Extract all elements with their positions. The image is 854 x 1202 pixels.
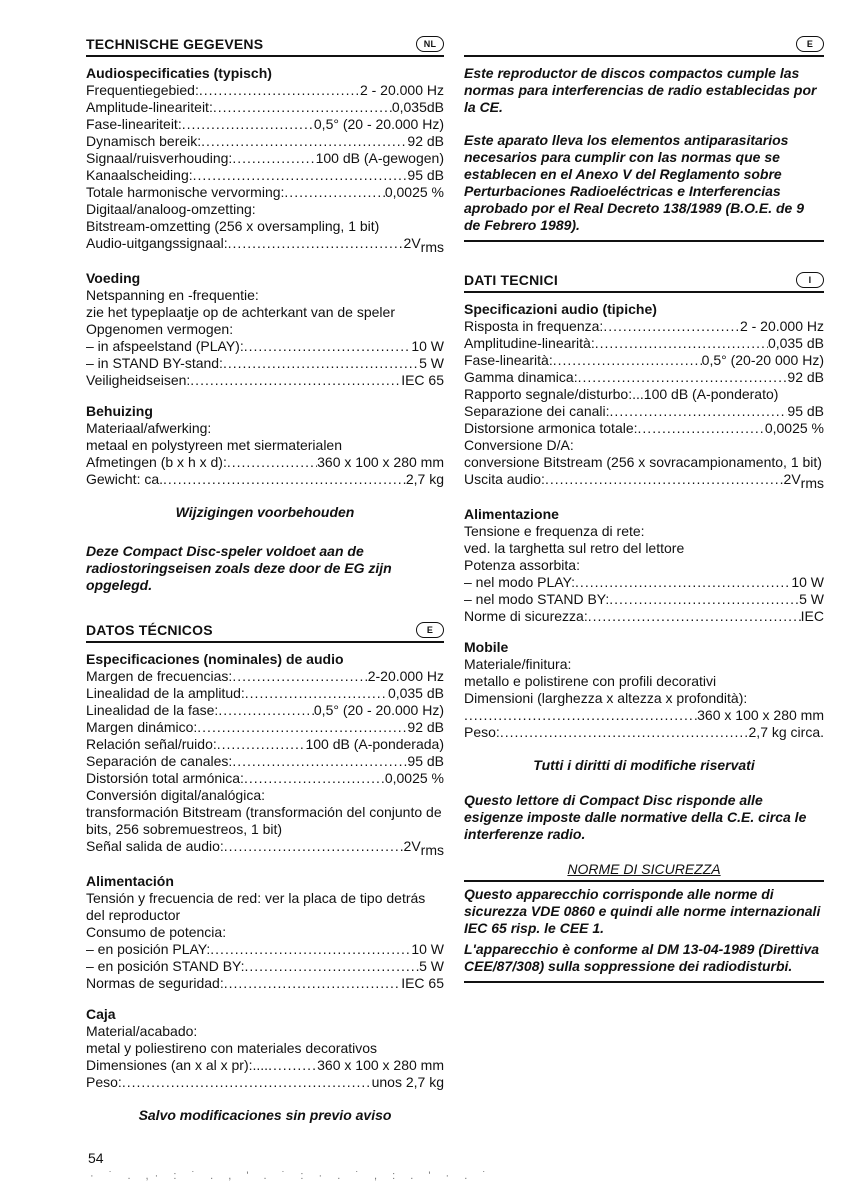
spec-value: 360 x 100 x 280 mm [697,707,824,723]
spec-row [86,116,444,133]
spec-label: Norme di sicurezza: [464,608,588,624]
spec-label: Signaal/ruisverhouding: [86,150,233,166]
spec-value: 100 dB (A-ponderada) [305,736,444,752]
spec-row [86,338,444,355]
scan-noise: · ˙ . ,· : ˙ . , ' . ˙ : · . ˙ , : . ' · . ˙ [90,1170,493,1182]
nl-output-row [86,235,444,256]
spec-value: 0,035 dB [387,685,444,701]
spec-value: 5 W [419,355,444,371]
output-value: 2V [403,838,421,854]
it-housing-heading: Mobile [464,639,509,655]
it-dac-value: conversione Bitstream (256 x sovracampionamento, 1 bit) [464,454,822,470]
spec-label: – nel modo PLAY: [464,574,576,590]
spec-label: Gewicht: ca. [86,471,164,487]
it-audio-heading: Specificazioni audio (tipiche) [464,301,657,317]
it-safety-text-1: Questo apparecchio corrisponde alle norme di sicurezza VDE 0860 e quindi alle norme internazionali IEC 65 risp. le CEE 1. [464,886,821,936]
it-section-header [464,272,824,293]
spec-label: Peso: [464,724,500,740]
it-housing-line: Dimensioni (larghezza x altezza x profondità): [464,690,748,706]
spec-row [86,454,444,471]
es-dac-value: transformación Bitstream (transformación del conjunto de bits, 256 sobremuestreos, 1 bit) [86,804,442,837]
spec-label: Normas de seguridad: [86,975,224,991]
spec-label: – en posición STAND BY: [86,958,245,974]
nl-audio-heading: Audiospecificaties (typisch) [86,65,272,81]
spec-label: Linealidad de la fase: [86,702,219,718]
spec-value: 360 x 100 x 280 mm [317,1057,444,1073]
spec-row [86,975,444,992]
spec-row [86,372,444,389]
es-output-row [86,838,444,859]
spec-label: Amplitudine-linearità: [464,335,595,351]
spec-label: Relación señal/ruido: [86,736,217,752]
right-column [464,36,824,983]
nl-audio-list [86,82,444,201]
output-value: 2V [783,471,801,487]
nl-title: TECHNISCHE GEGEVENS [86,36,264,52]
spec-label: Amplitude-lineariteit: [86,99,213,115]
spec-row [86,685,444,702]
spec-label: – in STAND BY-stand: [86,355,223,371]
spec-row [86,736,444,753]
spec-row [464,352,824,369]
spec-row [86,471,444,488]
spec-row [464,403,824,420]
it-power-line: ved. la targhetta sul retro del lettore [464,540,685,556]
output-value: 2V [403,235,421,251]
spec-row [86,184,444,201]
spec-value: 95 dB [407,753,444,769]
es-title: DATOS TÉCNICOS [86,622,213,638]
nl-housing-heading: Behuizing [86,403,153,419]
spec-value: 2-20.000 Hz [367,668,444,684]
nl-section-header [86,36,444,57]
spec-value: 0,5° (20 - 20.000 Hz) [313,702,444,718]
es-spain-statement: Este aparato lleva los elementos antiparasitarios necesarios para cumplir con las normas que se establecen en el Anexo V del Reglamento sobre Perturbaciones Radioeléctricas e Interferencias aprobado por el Real Decreto 138/1989 (B.O.E. de 9 de Febrero 1989). [464,132,805,233]
spec-value: 0,5° (20 - 20.000 Hz) [313,116,444,132]
spec-value: 0,0025 % [764,420,824,436]
spec-row [86,941,444,958]
it-dac-label: Conversione D/A: [464,437,574,453]
spec-value: unos 2,7 kg [371,1074,444,1090]
nl-dac-label: Digitaal/analoog-omzetting: [86,201,256,217]
spec-value: IEC 65 [401,975,444,991]
spec-value: 100 dB (A-gewogen) [315,150,444,166]
spec-row [86,668,444,685]
es-reserve-note: Salvo modificaciones sin previo aviso [138,1107,392,1123]
spec-label: Separación de canales: [86,753,233,769]
rms-subscript: rms [800,475,824,491]
spec-row [86,1074,444,1091]
nl-housing-line: Materiaal/afwerking: [86,420,212,436]
nl-dac-value: Bitstream-omzetting (256 x oversampling, 1 bit) [86,218,380,234]
nl-language-badge: NL [416,36,444,52]
es-top-language-badge: E [796,36,824,52]
spec-value: 92 dB [787,369,824,385]
spec-row [464,386,824,403]
es-power-heading: Alimentación [86,873,174,889]
left-column [86,36,444,1124]
spec-label: Separazione dei canali: [464,403,610,419]
nl-power-line: Opgenomen vermogen: [86,321,234,337]
es-language-badge: E [416,622,444,638]
spec-value: 0,035dB [391,99,444,115]
spec-label: Fase-linearità: [464,352,553,368]
spec-label: – nel modo STAND BY: [464,591,610,607]
spec-label: Dimensiones (an x al x pr):.... [86,1057,269,1073]
spec-label: Uscita audio: [464,471,545,487]
spec-value [784,471,824,492]
spec-value: 5 W [419,958,444,974]
spec-value: 10 W [411,941,444,957]
es-housing-line: metal y poliestireno con materiales decorativos [86,1040,378,1056]
it-safety-text-2: L'apparecchio è conforme al DM 13-04-1989 (Direttiva CEE/87/308) sulla soppressione dei radiodisturbi. [464,941,820,974]
spec-label: Totale harmonische vervorming: [86,184,285,200]
it-language-badge: I [796,272,824,288]
rms-subscript: rms [420,842,444,858]
spec-row [86,770,444,787]
spec-row [86,753,444,770]
spec-value: 360 x 100 x 280 mm [317,454,444,470]
page-number: 54 [88,1150,104,1166]
spec-row [86,150,444,167]
spec-label: Linealidad de la amplitud: [86,685,245,701]
spec-row [86,99,444,116]
spec-value: 100 dB (A-ponderato) [643,386,779,402]
spec-row [464,369,824,386]
it-title: DATI TECNICI [464,272,558,288]
spec-label: Veiligheidseisen: [86,372,191,388]
nl-power-line: zie het typeplaatje op de achterkant van de speler [86,304,395,320]
spec-value: 2,7 kg [405,471,444,487]
spec-row [464,707,824,724]
spec-value: 0,0025 % [384,184,444,200]
it-power-line: Tensione e frequenza di rete: [464,523,645,539]
spec-row [464,591,824,608]
spec-row [86,355,444,372]
spec-value: 92 dB [407,719,444,735]
spec-label: Fase-lineariteit: [86,116,182,132]
spec-value: 2 - 20.000 Hz [359,82,444,98]
spec-label: Risposta in frequenza: [464,318,604,334]
es-power-line: Consumo de potencia: [86,924,227,940]
es-housing-line: Material/acabado: [86,1023,198,1039]
es-top-header [464,36,824,57]
es-dac-label: Conversión digital/analógica: [86,787,265,803]
spec-row [86,958,444,975]
nl-housing-line: metaal en polystyreen met siermaterialen [86,437,343,453]
spec-row [86,167,444,184]
spec-row [464,335,824,352]
es-ec-statement: Este reproductor de discos compactos cumple las normas para interferencias de radio establecidas por la CE. [464,65,817,115]
spec-value: 0,0025 % [384,770,444,786]
spec-label: Frequentiegebied: [86,82,199,98]
it-output-row [464,471,824,492]
nl-power-line: Netspanning en -frequentie: [86,287,259,303]
spec-value: IEC [800,608,824,624]
spec-label: Audio-uitgangssignaal: [86,235,228,251]
spec-label: Rapporto segnale/disturbo:... [464,386,644,402]
it-reserve-note: Tutti i diritti di modifiche riservati [533,757,755,773]
spec-value: 2 - 20.000 Hz [739,318,824,334]
spec-value: 95 dB [407,167,444,183]
spec-value: 0,035 dB [767,335,824,351]
es-section-header [86,622,444,643]
spec-row [464,724,824,741]
spec-row [86,1057,444,1074]
spec-value: 95 dB [787,403,824,419]
it-safety-heading: NORME DI SICUREZZA [567,861,721,877]
it-housing-line: metallo e polistirene con profili decorativi [464,673,717,689]
nl-power-heading: Voeding [86,270,141,286]
it-power-heading: Alimentazione [464,506,559,522]
divider [464,240,824,242]
it-power-line: Potenza assorbita: [464,557,580,573]
spec-label: Margen de frecuencias: [86,668,233,684]
nl-reserve-note: Wijzigingen voorbehouden [175,504,355,520]
spec-row [86,702,444,719]
spec-label: Distorsione armonica totale: [464,420,638,436]
spec-value: 92 dB [407,133,444,149]
spec-row [86,82,444,99]
es-housing-heading: Caja [86,1006,116,1022]
spec-row [86,719,444,736]
it-ec-statement: Questo lettore di Compact Disc risponde alle esigenze imposte dalle normative della C.E. circa le interferenze radio. [464,792,807,842]
spec-label: Señal salida de audio: [86,838,224,854]
spec-row [464,420,824,437]
spec-label: Distorsión total armónica: [86,770,244,786]
spec-value [404,838,444,859]
spec-value: 2,7 kg circa. [748,724,824,740]
nl-ec-statement: Deze Compact Disc-speler voldoet aan de radiostoringseisen zoals deze door de EG zijn opgelegd. [86,543,392,593]
spec-value: 10 W [791,574,824,590]
spec-value: 10 W [411,338,444,354]
spec-label: Gamma dinamica: [464,369,578,385]
it-housing-line: Materiale/finitura: [464,656,572,672]
spec-value [404,235,444,256]
spec-value: IEC 65 [401,372,444,388]
es-audio-heading: Especificaciones (nominales) de audio [86,651,344,667]
spec-label: Dynamisch bereik: [86,133,202,149]
spec-label: – en posición PLAY: [86,941,211,957]
spec-value: 0,5° (20-20 000 Hz) [701,352,824,368]
spec-label: Peso: [86,1074,122,1090]
spec-value: 5 W [799,591,824,607]
spec-row [86,133,444,150]
spec-row [464,574,824,591]
divider [464,880,824,882]
spec-row [464,318,824,335]
spec-label: Kanaalscheiding: [86,167,193,183]
rms-subscript: rms [420,239,444,255]
es-power-line: Tensión y frecuencia de red: ver la placa de tipo detrás del reproductor [86,890,426,923]
spec-label: Afmetingen (b x h x d): [86,454,227,470]
spec-label: Margen dinámico: [86,719,198,735]
divider [464,981,824,983]
spec-label: – in afspeelstand (PLAY): [86,338,244,354]
spec-row [464,608,824,625]
